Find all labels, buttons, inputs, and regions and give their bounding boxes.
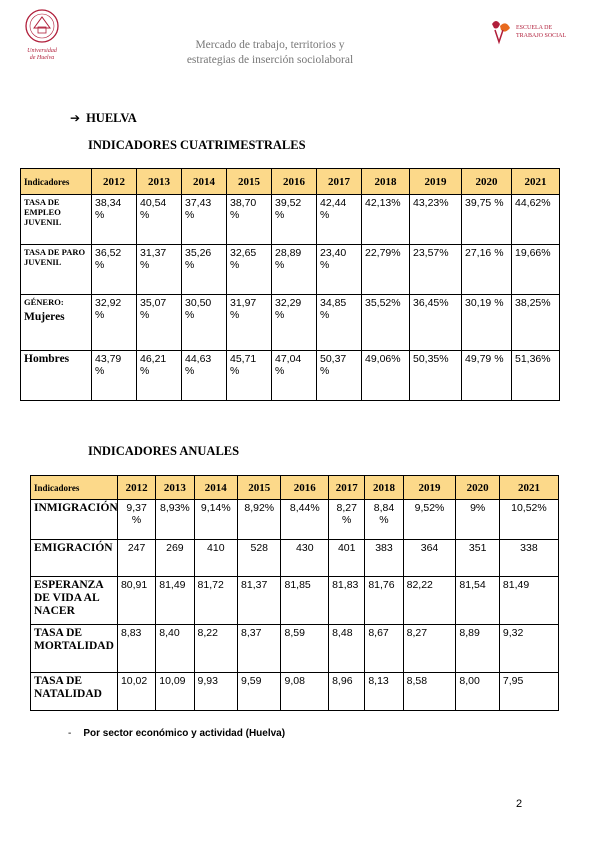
cell-value: 81,76 [365, 577, 403, 625]
cell-value: 364 [403, 540, 456, 577]
cell-value: 269 [156, 540, 194, 577]
cell-value: 81,85 [281, 577, 329, 625]
table-row [31, 540, 559, 577]
cell-value: 9% [456, 500, 499, 540]
svg-text:de Huelva: de Huelva [29, 55, 55, 61]
cell-value: 82,22 [403, 577, 456, 625]
cell-value: 35,52% [362, 295, 410, 351]
header-title [150, 38, 390, 68]
row-label: TASA DE NATALIDAD [31, 673, 118, 711]
bullet-item [68, 728, 285, 739]
cell-value: 28,89 % [272, 245, 317, 295]
table-row [21, 195, 560, 245]
cell-value: 7,95 [499, 673, 558, 711]
year-header: 2012 [117, 476, 155, 500]
cell-value: 8,58 [403, 673, 456, 711]
cell-value: 9,08 [281, 673, 329, 711]
cell-value: 81,49 [156, 577, 194, 625]
cell-value: 50,37 % [317, 351, 362, 401]
cell-value: 30,50 % [182, 295, 227, 351]
cell-value: 8,27 [403, 625, 456, 673]
year-header: 2020 [456, 476, 499, 500]
row-label: TASA DE PARO JUVENIL [21, 245, 92, 295]
svg-text:TRABAJO SOCIAL: TRABAJO SOCIAL [516, 33, 567, 39]
year-header: 2019 [403, 476, 456, 500]
section-title: HUELVA [86, 111, 137, 125]
year-header: 2013 [156, 476, 194, 500]
row-label [21, 295, 92, 351]
cell-value: 8,13 [365, 673, 403, 711]
cell-value: 10,09 [156, 673, 194, 711]
cell-value: 10,02 [117, 673, 155, 711]
row-label: EMIGRACIÓN [31, 540, 118, 577]
cell-value: 8,40 [156, 625, 194, 673]
header-title-line2: estrategias de inserción sociolaboral [186, 54, 354, 66]
year-header: 2017 [317, 169, 362, 195]
cell-value: 8,44% [281, 500, 329, 540]
cell-value: 39,52 % [272, 195, 317, 245]
gender-label: GÉNERO: [24, 297, 64, 307]
cell-value: 38,25% [512, 295, 560, 351]
year-header: 2012 [92, 169, 137, 195]
arrow-right-icon: ➔ [70, 111, 81, 125]
cell-value: 44,63 % [182, 351, 227, 401]
table-row [31, 673, 559, 711]
cell-value: 430 [281, 540, 329, 577]
table-row [21, 295, 560, 351]
cell-value: 32,92 % [92, 295, 137, 351]
year-header: 2019 [410, 169, 462, 195]
cell-value: 8,48 [329, 625, 365, 673]
cell-value: 9,59 [238, 673, 281, 711]
cell-value: 37,43 % [182, 195, 227, 245]
women-label: Mujeres [24, 311, 65, 323]
year-header: 2014 [182, 169, 227, 195]
year-header: 2016 [281, 476, 329, 500]
cell-value: 19,66% [512, 245, 560, 295]
cell-value: 401 [329, 540, 365, 577]
cell-value: 42,13% [362, 195, 410, 245]
section-heading [70, 111, 137, 126]
cell-value: 34,85 % [317, 295, 362, 351]
cell-value: 8,00 [456, 673, 499, 711]
cell-value: 338 [499, 540, 558, 577]
year-header: 2015 [238, 476, 281, 500]
cell-value: 38,34 % [92, 195, 137, 245]
cell-value: 9,93 [194, 673, 237, 711]
year-header: 2016 [272, 169, 317, 195]
cell-value: 8,83 [117, 625, 155, 673]
header-title-line1: Mercado de trabajo, territorios y [195, 39, 345, 51]
cell-value: 81,49 [499, 577, 558, 625]
cell-value: 8,59 [281, 625, 329, 673]
social-work-school-logo [488, 16, 578, 46]
cell-value: 23,57% [410, 245, 462, 295]
cell-value: 81,37 [238, 577, 281, 625]
table1-title: INDICADORES CUATRIMESTRALES [88, 138, 306, 152]
cell-value: 51,36% [512, 351, 560, 401]
cell-value: 8,93% [156, 500, 194, 540]
cell-value: 45,71 % [227, 351, 272, 401]
cell-value: 32,29 % [272, 295, 317, 351]
cell-value: 36,45% [410, 295, 462, 351]
page-number: 2 [516, 798, 523, 810]
cell-value: 31,97 % [227, 295, 272, 351]
year-header: 2020 [462, 169, 512, 195]
cell-value: 247 [117, 540, 155, 577]
cell-value: 35,26 % [182, 245, 227, 295]
cell-value: 30,19 % [462, 295, 512, 351]
year-header: 2013 [137, 169, 182, 195]
table-row [31, 577, 559, 625]
cell-value: 22,79% [362, 245, 410, 295]
table-row [21, 351, 560, 401]
cell-value: 8,22 [194, 625, 237, 673]
cell-value: 43,79 % [92, 351, 137, 401]
cell-value: 31,37 % [137, 245, 182, 295]
year-header: 2021 [499, 476, 558, 500]
cell-value: 9,52% [403, 500, 456, 540]
table2-title: INDICADORES ANUALES [88, 444, 240, 458]
cell-value: 47,04 % [272, 351, 317, 401]
table1-header-row [21, 169, 560, 195]
cell-value: 8,96 [329, 673, 365, 711]
cell-value: 80,91 [117, 577, 155, 625]
indicator-header: Indicadores [21, 169, 92, 195]
cell-value: 8,89 [456, 625, 499, 673]
cell-value: 9,14% [194, 500, 237, 540]
cell-value: 35,07 % [137, 295, 182, 351]
cell-value: 27,16 % [462, 245, 512, 295]
row-label: ESPERANZA DE VIDA AL NACER [31, 577, 118, 625]
row-label: Hombres [21, 351, 92, 401]
cell-value: 410 [194, 540, 237, 577]
cell-value: 43,23% [410, 195, 462, 245]
svg-text:Universidad: Universidad [27, 48, 57, 54]
cell-value: 8,67 [365, 625, 403, 673]
year-header: 2018 [365, 476, 403, 500]
table-row [31, 625, 559, 673]
cell-value: 46,21 % [137, 351, 182, 401]
bullet-dash: - [68, 728, 72, 739]
cell-value: 81,83 [329, 577, 365, 625]
cell-value: 23,40 % [317, 245, 362, 295]
annual-indicators-table [30, 475, 559, 711]
cell-value: 32,65 % [227, 245, 272, 295]
cell-value: 8,92% [238, 500, 281, 540]
bullet-text: Por sector económico y actividad (Huelva) [83, 728, 286, 739]
year-header: 2017 [329, 476, 365, 500]
table2-header-row [31, 476, 559, 500]
cell-value: 39,75 % [462, 195, 512, 245]
year-header: 2021 [512, 169, 560, 195]
cell-value: 9,37 % [117, 500, 155, 540]
cell-value: 50,35% [410, 351, 462, 401]
cell-value: 81,54 [456, 577, 499, 625]
university-logo [22, 8, 62, 64]
svg-text:ESCUELA DE: ESCUELA DE [516, 25, 553, 31]
cell-value: 38,70 % [227, 195, 272, 245]
cell-value: 49,06% [362, 351, 410, 401]
year-header: 2015 [227, 169, 272, 195]
table-row [31, 500, 559, 540]
cell-value: 81,72 [194, 577, 237, 625]
cell-value: 8,84 % [365, 500, 403, 540]
quarterly-indicators-table [20, 168, 560, 401]
cell-value: 42,44 % [317, 195, 362, 245]
cell-value: 383 [365, 540, 403, 577]
cell-value: 49,79 % [462, 351, 512, 401]
cell-value: 8,27 % [329, 500, 365, 540]
cell-value: 10,52% [499, 500, 558, 540]
cell-value: 528 [238, 540, 281, 577]
cell-value: 44,62% [512, 195, 560, 245]
year-header: 2014 [194, 476, 237, 500]
cell-value: 9,32 [499, 625, 558, 673]
row-label: INMIGRACIÓN [31, 500, 118, 540]
table-row [21, 245, 560, 295]
row-label: TASA DE EMPLEO JUVENIL [21, 195, 92, 245]
cell-value: 351 [456, 540, 499, 577]
cell-value: 40,54 % [137, 195, 182, 245]
cell-value: 8,37 [238, 625, 281, 673]
row-label: TASA DE MORTALIDAD [31, 625, 118, 673]
year-header: 2018 [362, 169, 410, 195]
indicator-header: Indicadores [31, 476, 118, 500]
cell-value: 36,52 % [92, 245, 137, 295]
